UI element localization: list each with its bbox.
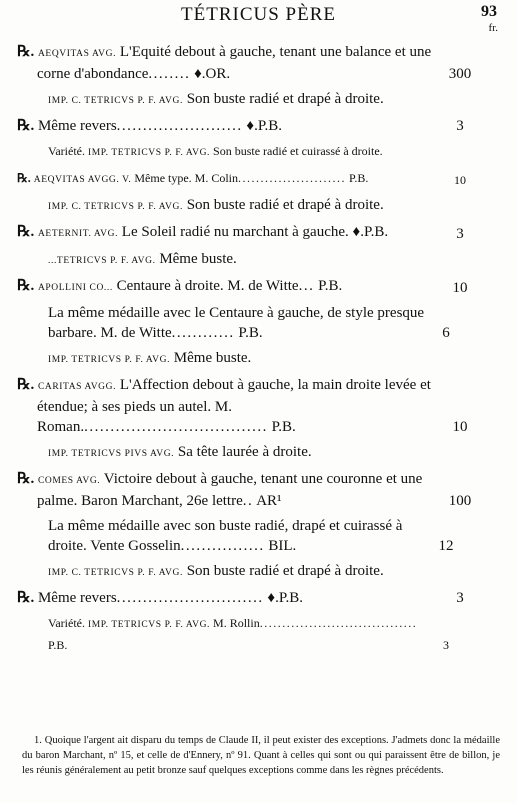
rarity-value: 6: [442, 325, 450, 341]
reverse-entry: [0, 375, 517, 437]
obverse-entry: [0, 249, 517, 271]
coin-legend: AEQVITAS AVG.: [37, 49, 117, 59]
coin-legend: AEQVITAS AVGG. V.: [33, 175, 132, 185]
entry-description: Son buste radié et drapé à droite.: [186, 91, 384, 107]
reverse-mark: ℞.: [17, 278, 35, 294]
footnote-text: Quoique l'argent ait disparu du temps de Claude II, il peut exister des exceptions. J'admets donc la médaille du baron Marchant, nº 15, et celle de d'Ennery, nº 91. Quant à celles qui sont ou qui paraissent être de billon, je les réunis généralement au petit bronze sauf quelques exceptions comme dans les règnes précédents.: [22, 735, 500, 776]
page-header: [0, 2, 517, 38]
entry-description: Le Soleil radié nu marchant à gauche.: [121, 224, 349, 240]
coin-legend: CARITAS AVGG.: [37, 382, 117, 392]
entry-description: Centaure à droite. M. de Witte: [116, 278, 299, 294]
rarity-value: 300: [448, 66, 472, 82]
entry-description: Son buste radié et cuirassé à droite.: [213, 144, 383, 158]
metal-grade: P.B.: [349, 171, 369, 185]
entry-description: L'Equité debout à gauche, tenant une balance et une corne d'abondance: [37, 44, 432, 82]
metal-grade: P.B.: [271, 419, 296, 435]
coin-legend: IMP. TETRICVS P. F. AVG.: [48, 355, 171, 365]
coin-legend: IMP. TETRICVS P. F. AVG.: [87, 620, 211, 630]
entry-description: Même buste.: [173, 350, 252, 366]
reverse-entry: [0, 168, 517, 190]
coin-legend: IMP. TETRICVS PIVS AVG.: [48, 449, 175, 459]
variety-label: Variété.: [48, 616, 85, 630]
metal-grade: ♦.P.B.: [267, 590, 304, 606]
coin-legend: COMES AVG.: [37, 476, 101, 486]
leader-dots: ............: [171, 325, 235, 341]
metal-grade: ♦.P.B.: [352, 224, 389, 240]
entry-description: Son buste radié et drapé à droite.: [186, 197, 384, 213]
obverse-entry: [0, 516, 517, 556]
entry-description: La même médaille avec le Centaure à gauche, de style presque barbare. M. de Witte: [48, 305, 425, 341]
metal-grade: P.B.: [48, 638, 68, 652]
obverse-entry: [0, 348, 517, 370]
variety-label: Variété.: [48, 144, 85, 158]
coin-legend: ...TETRICVS P. F. AVG.: [48, 256, 156, 266]
metal-grade: BIL.: [268, 538, 297, 554]
leader-dots: ...: [298, 278, 315, 294]
entry-description: Sa tête laurée à droite.: [177, 444, 312, 460]
leader-dots: ........................: [116, 118, 243, 134]
entry-description: Son buste radié et drapé à droite.: [186, 563, 384, 579]
rarity-value: 12: [438, 538, 454, 554]
reverse-mark: ℞.: [17, 118, 35, 134]
rarity-value: 3: [443, 638, 449, 652]
currency-label: fr.: [488, 22, 498, 34]
reverse-entry: [0, 588, 517, 608]
entry-description: Même revers: [37, 118, 117, 134]
entry-description: Même buste.: [159, 251, 237, 267]
obverse-entry: [0, 141, 517, 163]
reverse-mark: ℞.: [17, 377, 35, 393]
reverse-mark: ℞.: [17, 590, 35, 606]
coin-legend: IMP. C. TETRICVS P. F. AVG.: [48, 568, 183, 578]
rarity-value: 10: [452, 280, 468, 296]
obverse-entry: [0, 89, 517, 111]
obverse-entry: [0, 195, 517, 217]
coin-legend: IMP. C. TETRICVS P. F. AVG.: [48, 202, 183, 212]
metal-grade: AR¹: [256, 493, 282, 509]
rarity-value: 10: [452, 419, 468, 435]
entry-description: Même type. M. Colin: [134, 171, 239, 185]
page-number: 93: [481, 3, 497, 20]
entry-description: Victoire debout à gauche, tenant une couronne et une palme. Baron Marchant, 26e lettre: [37, 471, 423, 509]
metal-grade: P.B.: [238, 325, 263, 341]
rarity-value: 10: [454, 173, 466, 187]
metal-grade: ♦.P.B.: [246, 118, 283, 134]
coin-legend: AETERNIT. AVG.: [37, 229, 119, 239]
rarity-value: 3: [456, 226, 464, 242]
reverse-entry: [0, 222, 517, 244]
entry-description: M. Rollin: [213, 616, 260, 630]
reverse-entry: [0, 42, 517, 84]
reverse-mark: ℞.: [17, 471, 35, 487]
entry-description: La même médaille avec son buste radié, drapé et cuirassé à droite. Vente Gosselin: [48, 518, 403, 554]
obverse-entry: [0, 303, 517, 343]
entry-description: L'Affection debout à gauche, la main droite levée et étendue; à ses pieds un autel. M. Roman.: [37, 377, 431, 435]
metal-grade: ♦.OR.: [194, 66, 231, 82]
leader-dots: ...................................: [259, 616, 418, 630]
leader-dots: ............................: [116, 590, 264, 606]
leader-dots: ........: [148, 66, 191, 82]
reverse-entry: [0, 469, 517, 511]
coin-legend: IMP. C. TETRICVS P. F. AVG.: [48, 96, 183, 106]
entry-description: Même revers: [37, 590, 117, 606]
reverse-entry: [0, 276, 517, 298]
coin-legend: APOLLINI CO...: [37, 283, 113, 293]
footnote: [22, 733, 500, 778]
reverse-entry: [0, 116, 517, 136]
reverse-mark: ℞.: [17, 171, 31, 185]
obverse-entry: [0, 613, 517, 655]
rarity-value: 3: [456, 590, 464, 606]
reverse-mark: ℞.: [17, 224, 35, 240]
catalog-entries: [0, 37, 517, 655]
leader-dots: ........................: [238, 171, 347, 185]
obverse-entry: [0, 442, 517, 464]
rarity-value: 100: [448, 493, 472, 509]
leader-dots: ...................................: [84, 419, 268, 435]
rarity-value: 3: [456, 118, 464, 134]
leader-dots: ..: [242, 493, 254, 509]
obverse-entry: [0, 561, 517, 583]
metal-grade: P.B.: [318, 278, 343, 294]
footnote-number: 1.: [34, 735, 42, 746]
leader-dots: ................: [180, 538, 265, 554]
reverse-mark: ℞.: [17, 44, 35, 60]
coin-legend: IMP. TETRICVS P. F. AVG.: [87, 148, 211, 158]
page-title: TÉTRICUS PÈRE: [181, 4, 336, 25]
